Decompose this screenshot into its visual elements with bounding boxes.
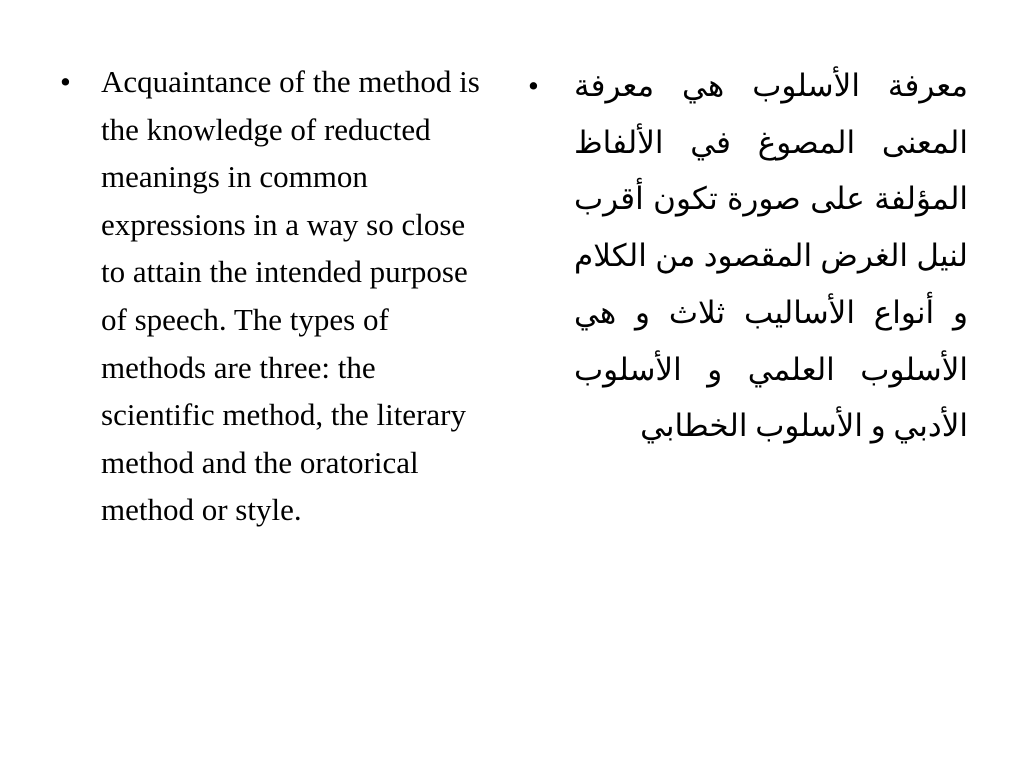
english-column (60, 58, 480, 534)
english-bullet-list (60, 58, 480, 534)
bullet-icon: • (60, 64, 71, 99)
bullet-icon: • (528, 68, 539, 103)
arabic-column (528, 58, 968, 455)
english-bullet-item (60, 58, 480, 534)
arabic-paragraph: معرفة الأسلوب هي معرفة المعنى المصوغ في الألفاظ المؤلفة على صورة تكون أقرب لنيل الغرض المقصود من الكلام و أنواع الأساليب ثلاث و هي الأسلوب العلمي و الأسلوب الأدبي و الأسلوب الخطابي (574, 68, 968, 444)
arabic-bullet-item (528, 58, 968, 455)
arabic-bullet-list (528, 58, 968, 455)
english-paragraph: Acquaintance of the method is the knowledge of reducted meanings in common expressions in a way so close to attain the intended purpose of speech. The types of methods are three: the scientific method, the literary method and the oratorical method or style. (101, 64, 480, 528)
